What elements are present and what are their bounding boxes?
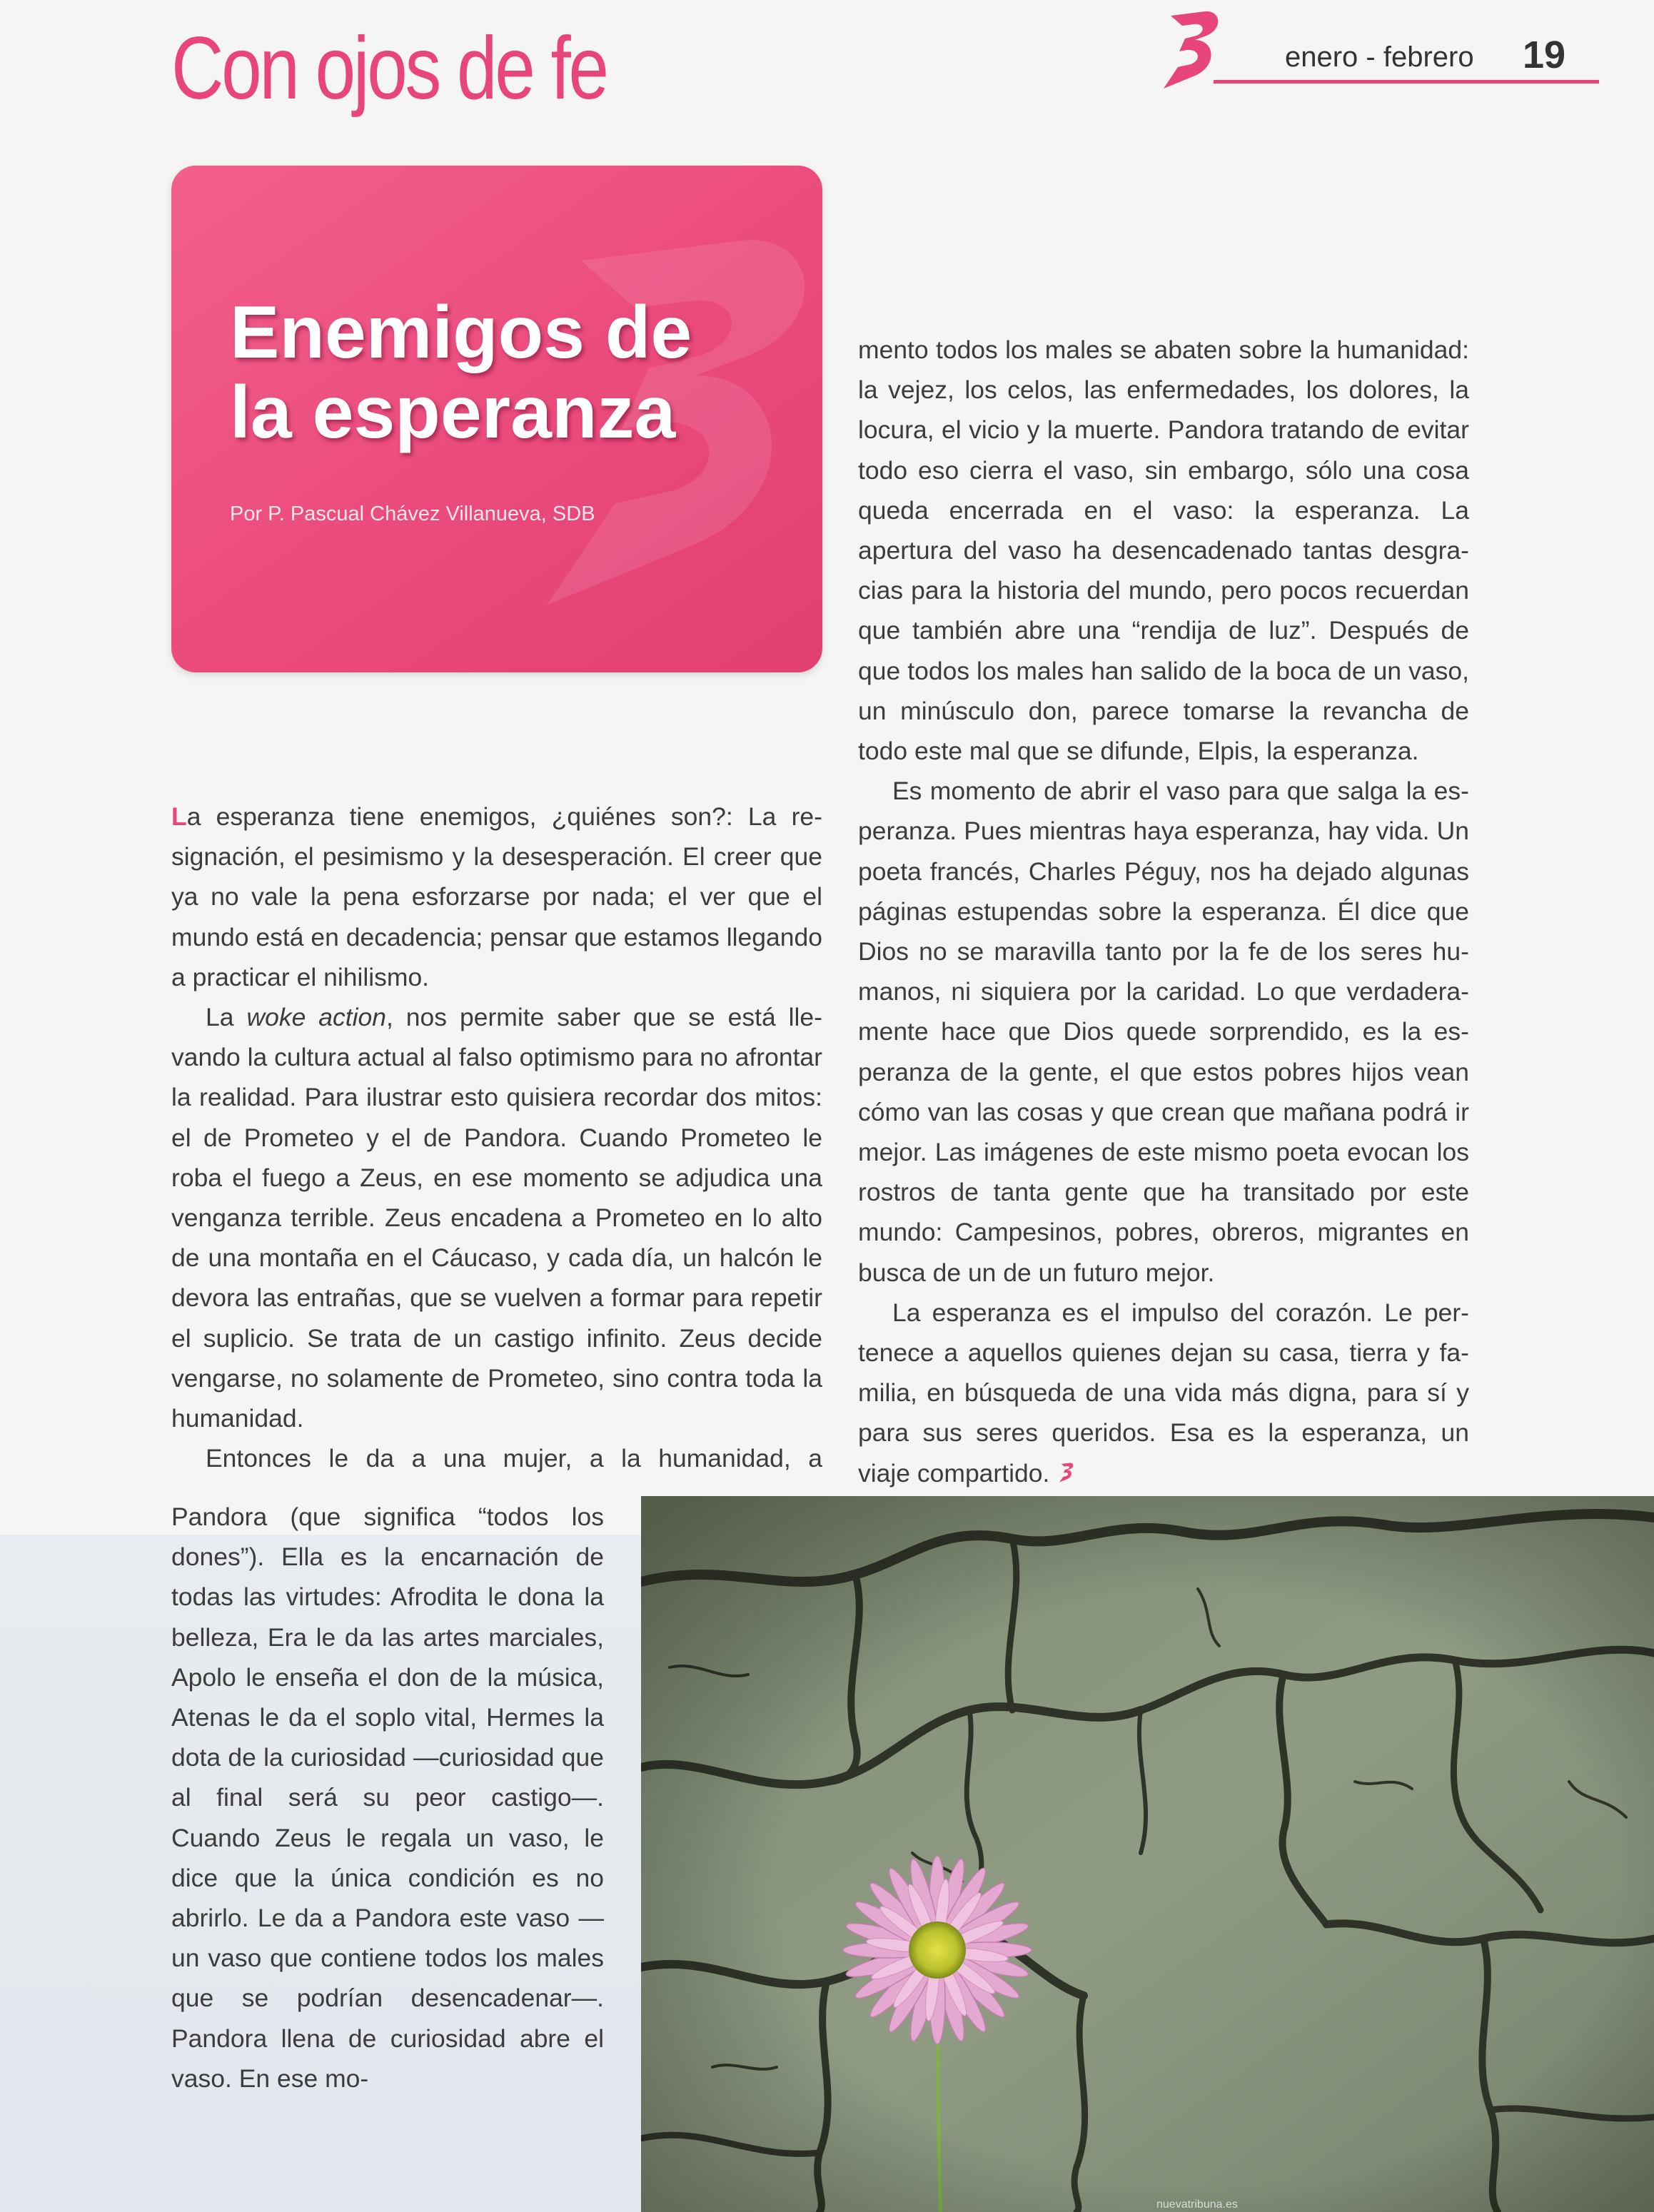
b-logo-end-icon [1055,1462,1076,1483]
paragraph-5-text: La esperanza es el impulso del corazón. Le pertenece a aquellos quienes dejan su casa, tierra y familia, en búsqueda de una vida más digna, para sí y para sus seres queridos. Esa es la esperanza, un viaje compartido. [858,1298,1469,1488]
drop-cap: L [171,802,187,831]
title-box [171,166,822,672]
paragraph-2-emphasis: woke action [246,1003,386,1032]
issue-date: enero - febrero [1285,41,1474,73]
article-title-line2: la esperanza [230,371,676,455]
section-title: Con ojos de fe [171,19,607,118]
paragraph-4: Es momento de abrir el vaso para que salga la esperanza. Pues mientras haya esperanza, hay vida. Un poeta francés, Charles Péguy, nos ha dejado algunas páginas estupendas sobre la esperanza. Él dice que Dios no se maravilla tanto por la fe de los seres humanos, ni siquiera por la caridad. Lo que verdaderamente hace que Dios quede sorprendido, es la esperanza de la gente, el que estos pobres hijos vean cómo van las cosas y que crean que mañana podrá ir mejor. Las imágenes de este mismo poeta evocan los rostros de tanta gente que ha transitado por este mundo: Campesinos, pobres, obreros, migrantes en busca de un de un futuro mejor. [858,777,1469,1287]
paragraph-3-bottom: Pandora (que significa “todos los dones”). Ella es la encarnación de todas las virtudes: Afrodita le dona la belleza, Era le da las artes marciales, Apolo le enseña el don de la música, Atenas le da el soplo vital, Hermes la dota de la curiosidad —curiosidad que al final será su peor castigo—. Cuando Zeus le regala un vaso, le dice que la única condición es no abrirlo. Le da a Pandora este vaso —un vaso que contiene todos los males que se podrían desencadenar—. Pandora llena de curiosidad abre el vaso. En ese mo- [171,1503,604,2093]
body-column-left-top [171,797,822,1478]
paragraph-1 [171,797,822,997]
paragraph-5 [858,1293,1469,1493]
paragraph-3-top: Entonces le da a una mujer, a la humanidad, a [206,1444,822,1473]
paragraph-1-text: a esperanza tiene enemigos, ¿quiénes son?: La resignación, el pesimismo y la desesperación. El creer que ya no vale la pena esforzarse por nada; el ver que el mundo está en decadencia; pensar que estamos llegando a practicar el nihilismo. [171,802,822,991]
page-number: 19 [1523,34,1566,76]
photo-credit: nuevatribuna.es [1156,2198,1238,2211]
article-title-line1: Enemigos de [230,291,692,374]
paragraph-2-start: La [206,1003,247,1032]
article-title [230,293,801,453]
body-column-right [858,330,1469,1493]
body-column-left-bottom [171,1497,604,2099]
paragraph-2-text: , nos permite saber que se está llevando la cultura actual al falso optimismo para no afrontar la realidad. Para ilustrar esto quisiera recordar dos mitos: el de Prometeo y el de Pandora. Cuando Prometeo le roba el fuego a Zeus, en ese momento se adjudica una venganza terrible. Zeus encadena a Prometeo en lo alto de una montaña en el Cáucaso, y cada día, un halcón le devora las entrañas, que se vuelven a formar para repetir el suplicio. Se trata de un castigo infinito. Zeus decide vengarse, no solamente de Prometeo, sino contra toda la humanidad. [171,1003,822,1433]
paragraph-3-continued: mento todos los males se abaten sobre la humanidad: la vejez, los celos, las enfermedades, los dolores, la locura, el vicio y la muerte. Pandora tratando de evitar todo eso cierra el vaso, sin embargo, sólo una cosa queda encerrada en el vaso: la esperanza. La apertura del vaso ha desencadenado tantas desgracias para la historia del mundo, pero pocos recuerdan que también abre una “rendija de luz”. Después de que todos los males han salido de la boca de un vaso, un minúsculo don, parece tomarse la revancha de todo este mal que se difunde, Elpis, la esperanza. [858,335,1469,766]
header-rule [1214,80,1599,84]
paragraph-2 [171,997,822,1438]
flower-in-cracked-earth-image [641,1496,1654,2212]
byline: Por P. Pascual Chávez Villanueva, SDB [230,503,595,525]
